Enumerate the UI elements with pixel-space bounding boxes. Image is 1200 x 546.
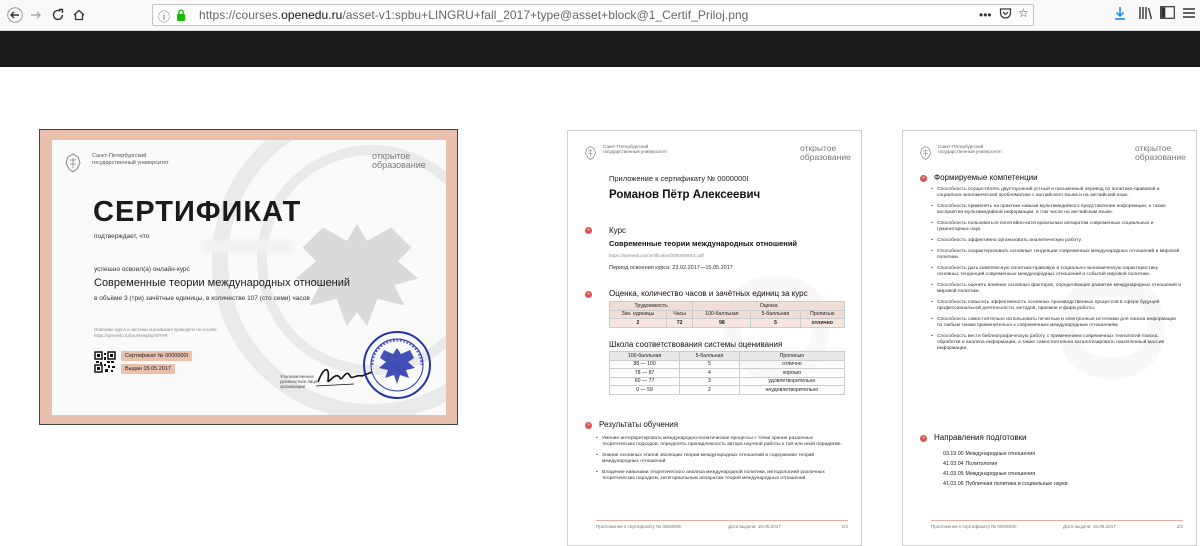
table-cell: хорошо <box>739 369 844 378</box>
spbu-crest-icon <box>584 145 597 161</box>
page-footer <box>596 524 848 529</box>
url-domain: openedu.ru <box>281 8 343 22</box>
confirms-text: подтверждает, что <box>94 233 150 240</box>
course-period: Период освоения курса: 23.02.2017—15.05.2017 <box>609 265 733 271</box>
university-name: Санкт-Петербургский государственный университет <box>92 153 169 166</box>
course-name: Современные теории международных отношений <box>94 277 351 289</box>
official-stamp-icon <box>362 330 432 400</box>
results-heading <box>596 420 678 429</box>
course-heading: Курс <box>609 226 627 235</box>
signatory-label: Уполномоченное должностное лицо организации <box>280 374 318 389</box>
list-item: • Владение навыками теоретического анализа международной политики, методологией различных теоретических парадигм, категориальным аппаратом теорий международных отношений. <box>596 470 846 482</box>
list-item <box>943 449 1068 459</box>
completed-text: успешно освоил(а) онлайн-курс <box>94 266 190 273</box>
certificate-image <box>39 129 458 425</box>
table-row <box>610 386 845 395</box>
table-header: 5-балльная <box>751 310 800 319</box>
footer-date: Дата выдачи: 15.05.2017 <box>1063 524 1116 529</box>
spbu-crest-icon <box>919 145 932 161</box>
list-item: • Способность пользоваться понятийно-категориальным аппаратом современных социальных и гуманитарных наук. <box>931 221 1181 233</box>
course-name: Современные теории международных отношений <box>609 239 798 248</box>
spbu-crest-icon <box>64 152 82 174</box>
footer-appendix-label: Приложение к сертификату № 0000000I <box>596 524 682 529</box>
open-education-logo: открытое образование <box>372 151 426 170</box>
reload-button[interactable] <box>47 5 69 25</box>
list-item: • Способность применять на практике навыки мультимедийного представления информации, а также восприятия мультимедийной информации, в том числе на английском языке. <box>931 204 1181 216</box>
certificate-sheet <box>52 140 446 415</box>
course-description-link: Описание курса и системы оценивания приведено по ссылке: https://openedu.ru/course/spbu/INTHR <box>94 327 218 338</box>
section-bullet-icon: » <box>920 175 927 182</box>
url-text[interactable] <box>199 8 748 22</box>
hours-table <box>609 301 845 328</box>
table-cell: удовлетворительно <box>739 377 844 386</box>
open-education-logo: открытое образование <box>1135 143 1186 162</box>
list-item: • Способность самостоятельно использовать печатные и электронные источники для поиска информации по любым темам применительно к современным международным отношениям. <box>931 317 1181 329</box>
page-footer <box>931 524 1183 529</box>
table-header: Прописью <box>800 310 844 319</box>
table-header: 100-балльная <box>693 310 751 319</box>
table-cell: 5 <box>751 319 800 328</box>
section-bullet-icon: » <box>920 435 927 442</box>
table-cell: 5 <box>680 360 740 369</box>
directions-list <box>943 449 1068 489</box>
table-cell: отлично <box>800 319 844 328</box>
url-scheme: https://courses. <box>199 8 282 22</box>
competencies-heading <box>931 173 1038 182</box>
back-button[interactable] <box>4 5 26 25</box>
list-item <box>943 479 1068 489</box>
direction-name: Международные отношения <box>965 451 1036 457</box>
url-path: /asset-v1:spbu+LINGRU+fall_2017+type@asset+block@1_Certif_Priloj.png <box>342 8 749 22</box>
section-bullet-icon: » <box>585 227 592 234</box>
university-name: Санкт-Петербургский государственный университет <box>603 144 668 155</box>
direction-name: Политология <box>965 461 998 467</box>
direction-name: Международные отношения <box>965 471 1036 477</box>
table-header: Прописью <box>739 352 844 361</box>
lock-icon <box>175 8 187 22</box>
table-cell: 78 — 87 <box>610 369 680 378</box>
table-cell: 3 <box>680 377 740 386</box>
table-group-header: Трудоемкость <box>610 302 693 311</box>
footer-divider <box>931 520 1183 521</box>
forward-arrow-icon <box>29 8 43 22</box>
direction-code: 41.03.05 <box>943 471 964 477</box>
direction-code: 41.03.06 <box>943 481 964 487</box>
qr-code-icon <box>94 351 116 373</box>
list-item: • Знание основных этапов эволюции теории международных отношений и содержание теорий международных отношений. <box>596 453 846 465</box>
list-item: • Способность охарактеризовать основные тенденции современных международных отношений и мировой политики. <box>931 249 1181 261</box>
list-item <box>943 459 1068 469</box>
certificate-link: https://openedu.ru/certificates/0000000001.pdf <box>609 253 704 258</box>
issue-date: Выдан 15.05.2017 <box>121 364 175 374</box>
table-cell: 2 <box>610 319 667 328</box>
results-list <box>596 436 846 487</box>
list-item <box>943 469 1068 479</box>
footer-divider <box>596 520 848 521</box>
forward-button[interactable] <box>25 5 47 25</box>
appendix-page-1 <box>567 130 862 546</box>
list-item: • Способность оценить влияние основных факторов, определяющих развитие международных отношений и мировой политики. <box>931 283 1181 295</box>
address-bar[interactable] <box>152 4 1034 26</box>
redacted-name <box>202 240 292 252</box>
pocket-icon[interactable] <box>999 7 1012 23</box>
table-header: Часы <box>666 310 693 319</box>
table-cell: 0 — 59 <box>610 386 680 395</box>
table-row <box>610 369 845 378</box>
direction-code: 41.03.04 <box>943 461 964 467</box>
list-item: • Способность повысить эффективность основных производственных процессов в сфере будущей профессиональной деятельности, методов, приемов и форм работы. <box>931 300 1181 312</box>
sidebar-icon[interactable] <box>1160 6 1175 22</box>
footer-date: Дата выдачи: 15.05.2017 <box>728 524 781 529</box>
student-name: Романов Пётр Алексеевич <box>609 189 761 201</box>
direction-code: 03.19.00 <box>943 451 964 457</box>
downloads-icon[interactable] <box>1114 6 1126 23</box>
section-bullet-icon: » <box>585 291 592 298</box>
list-item: • Умение интерпретировать международно-политические процессы с точки зрения различных теоретических подходов, определять принадлежность автора научной работы к той или иной парадигме. <box>596 436 846 448</box>
table-cell: 4 <box>680 369 740 378</box>
table-row <box>610 360 845 369</box>
appendix-label: Приложение к сертификату № 0000000I <box>609 174 749 183</box>
page-actions-icon[interactable]: ••• <box>979 8 992 22</box>
table-cell: 88 — 100 <box>610 360 680 369</box>
list-item: • Способность вести библиографическую работу с применением современных технологий поиска, обработки и анализа информации, а также самостоятельно каталогизировать накопленный массив информации. <box>931 334 1181 353</box>
bookmark-star-icon[interactable]: ☆ <box>1018 6 1029 20</box>
section-bullet-icon: » <box>585 422 592 429</box>
table-cell: 72 <box>666 319 693 328</box>
back-arrow-icon <box>7 7 23 23</box>
direction-name: Публичная политика и социальные науки <box>965 481 1068 487</box>
table-group-header: Оценка <box>693 302 845 311</box>
table-header: Зач. единицы <box>610 310 667 319</box>
table-row <box>610 377 845 386</box>
home-icon <box>72 8 86 22</box>
page-number: 1/2 <box>841 524 848 529</box>
table-header: 100-балльная <box>610 352 680 361</box>
table-cell: 60 — 77 <box>610 377 680 386</box>
results-heading-text: Результаты обучения <box>599 420 679 429</box>
appendix-page-2 <box>902 130 1197 546</box>
table-cell: 98 <box>693 319 751 328</box>
browser-toolbar <box>0 0 1200 31</box>
open-education-logo: открытое образование <box>800 143 851 162</box>
directions-heading <box>931 433 1027 442</box>
reload-icon <box>51 8 65 22</box>
list-item: • Способность дать комплексную политико-правовую и социально-экономическую характеристику основных тенденций современных международных отношений и событий мировой политики. <box>931 266 1181 278</box>
list-item: • Способность осуществлять двусторонний устный и письменный перевод по политико-правовой и социально-экономической проблематике с английского языка и на английский язык. <box>931 187 1181 199</box>
competencies-list <box>931 187 1181 357</box>
directions-heading-text: Направления подготовки <box>934 433 1027 442</box>
table-cell: 2 <box>680 386 740 395</box>
hours-heading: Оценка, количество часов и зачётных единиц за курс <box>609 289 808 298</box>
grading-scale-table <box>609 351 845 395</box>
hamburger-menu-icon[interactable] <box>1182 6 1196 22</box>
course-volume: в объёме 3 (три) зачётные единицы, в количестве 107 (сто семи) часов <box>94 295 310 302</box>
library-icon[interactable] <box>1138 6 1154 23</box>
home-button[interactable] <box>68 5 90 25</box>
scale-heading: Школа соответствования системы оценивания <box>609 340 783 349</box>
table-cell: неудовлетворительно <box>739 386 844 395</box>
table-header: 5-балльная <box>680 352 740 361</box>
info-icon[interactable]: ⓘ <box>158 10 171 24</box>
table-row <box>610 319 845 328</box>
certificate-number: Сертификат № 0000000I <box>121 351 192 361</box>
page-number: 2/2 <box>1176 524 1183 529</box>
university-name: Санкт-Петербургский государственный университет <box>938 144 1003 155</box>
image-viewer-header <box>0 31 1200 67</box>
list-item: • Способность эффективно организовать аналитическую работу. <box>931 238 1181 244</box>
table-cell: отлично <box>739 360 844 369</box>
footer-appendix-label: Приложение к сертификату № 0000000I <box>931 524 1017 529</box>
certificate-title: СЕРТИФИКАТ <box>93 196 302 228</box>
competencies-heading-text: Формируемые компетенции <box>934 173 1038 182</box>
